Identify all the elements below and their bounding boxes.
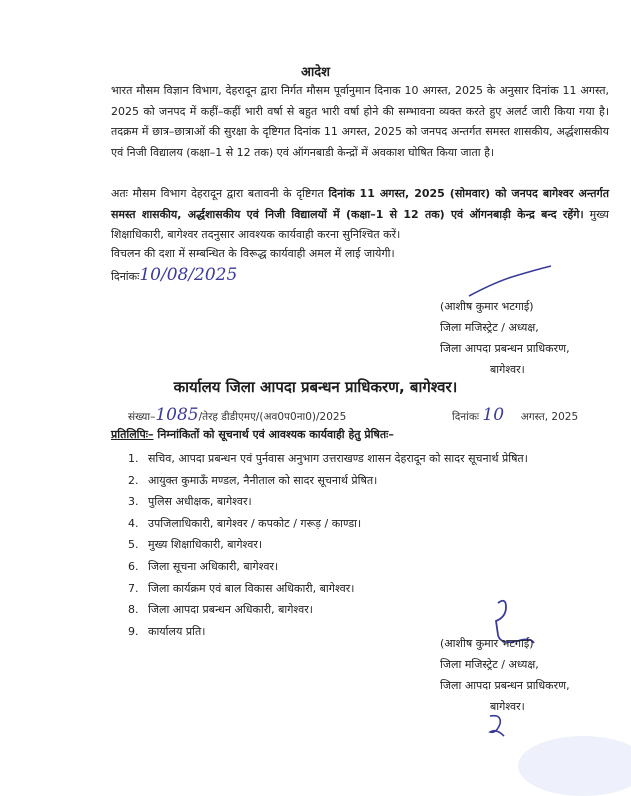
list-item: 6. जिला सूचना अधिकारी, बागेश्वर।	[128, 559, 279, 573]
handwritten-date: 10/08/2025	[139, 265, 238, 285]
ref-day: 10	[482, 405, 505, 425]
order-paragraph-3: विचलन की दशा में सम्बन्धित के विरूद्ध कार्यवाही अमल में लाई जायेगी।	[111, 247, 395, 260]
list-item: 5. मुख्य शिक्षाधिकारी, बागेश्वर।	[128, 538, 262, 552]
signatory-location: बागेश्वर।	[490, 363, 525, 376]
copy-to-heading	[111, 427, 394, 442]
order-title: आदेश	[300, 65, 331, 80]
list-item: 8. जिला आपदा प्रबन्धन अधिकारी, बागेश्वर।	[128, 603, 313, 617]
signatory-name: (आशीष कुमार भटगाई)	[440, 300, 534, 313]
para2-tail: मुख्य शिक्षाधिकारी, बागेश्वर तदनुसार आवश्यक कार्यवाही करना सुनिश्चित करें।	[111, 207, 609, 241]
copy-to-text: निम्नांकितों को सूचनार्थ एवं आवश्यक कार्यवाही हेतु प्रेषितः–	[157, 428, 394, 441]
signatory-location: बागेश्वर।	[490, 700, 525, 713]
list-item: 9. कार्यालय प्रति।	[128, 624, 206, 638]
corner-overlay	[518, 736, 631, 796]
ref-date-label: दिनांकः	[452, 411, 480, 423]
signature-block-1	[440, 296, 610, 380]
date-label: दिनांकः	[111, 270, 140, 283]
signature-block-2	[440, 633, 610, 717]
copy-to-label: प्रतिलिपिः–	[111, 428, 154, 441]
order-paragraph-2	[111, 184, 609, 246]
para2-lead: अतः मौसम विभाग देहरादून द्वारा बतावनी के दृष्टिगत	[111, 187, 324, 200]
ref-number: 1085	[155, 405, 199, 425]
signatory-authority: जिला आपदा प्रबन्धन प्राधिकरण,	[440, 679, 570, 692]
signatory-designation: जिला मजिस्ट्रेट / अध्यक्ष,	[440, 658, 539, 671]
para2-bold: दिनांक 11 अगस्त, 2025 (सोमवार) को जनपद बागेश्वर अन्तर्गत समस्त शासकीय, अर्द्धशासकीय एवं निजी विद्यालयों में (कक्षा–1 से 12 तक) एवं ऑगनबाड़ी केन्द्र बन्द रहेंगे।	[111, 187, 609, 221]
order-date	[111, 265, 237, 285]
reference-row	[128, 405, 598, 425]
ref-month-year: अगस्त, 2025	[520, 411, 579, 423]
signatory-name: (आशीष कुमार भटगाई)	[440, 637, 534, 650]
signatory-authority: जिला आपदा प्रबन्धन प्राधिकरण,	[440, 342, 570, 355]
list-item: 7. जिला कार्यक्रम एवं बाल विकास अधिकारी, बागेश्वर।	[128, 581, 355, 595]
initial-mark	[486, 712, 508, 738]
list-item: 4. उपजिलाधिकारी, बागेश्वर / कपकोट / गरूड़ / काण्डा।	[128, 516, 362, 530]
ref-text: /तेरह डीडीएमए/(अव0प0ना0)/2025	[198, 411, 347, 423]
signatory-designation: जिला मजिस्ट्रेट / अध्यक्ष,	[440, 321, 539, 334]
list-item: 1. सचिव, आपदा प्रबन्धन एवं पुर्नवास अनुभाग उत्तराखण्ड शासन देहरादून को सादर सूचनार्थ प्रेषित।	[128, 452, 528, 465]
ref-label: संख्या–	[128, 411, 156, 423]
list-item: 2. आयुक्त कुमाऊँ मण्डल, नैनीताल को सादर सूचनार्थ प्रेषित।	[128, 473, 378, 487]
office-heading: कार्यालय जिला आपदा प्रबन्धन प्राधिकरण, बागेश्वर।	[173, 378, 458, 396]
order-paragraph-1: भारत मौसम विज्ञान विभाग, देहरादून द्वारा निर्गत मौसम पूर्वानुमान दिनाक 10 अगस्त, 2025 के अनुसार दिनांक 11 अगस्त, 2025 को जनपद में कहीं–कहीं भारी वर्षा से बहुत भारी वर्षा होने की सम्भावना व्यक्त करते हुए अलर्ट जारी किया गया है। तदक्रम में छात्र–छात्राओं की सुरक्षा के दृष्टिगत दिनांक 11 अगस्त, 2025 को जनपद अन्तर्गत समस्त शासकीय, अर्द्धशासकीय एवं निजी विद्यालय (कक्षा–1 से 12 तक) एवं ऑगनबाडी केन्द्रों में अवकाश घोषित किया जाता है।	[111, 84, 609, 159]
ref-date	[452, 405, 578, 425]
list-item: 3. पुलिस अधीक्षक, बागेश्वर।	[128, 495, 252, 509]
